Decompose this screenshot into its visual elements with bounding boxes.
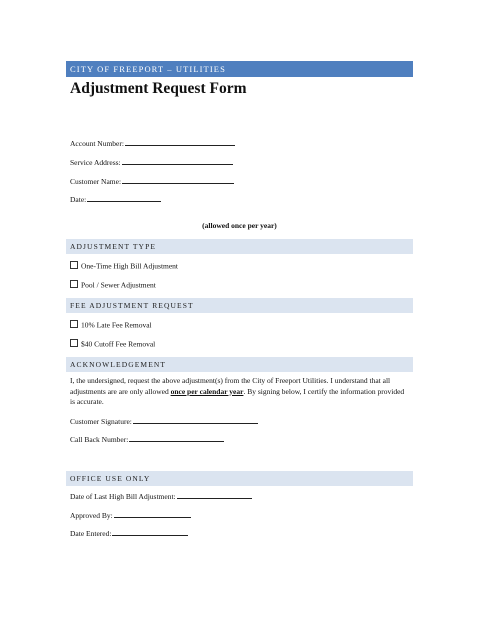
account-number-blank[interactable] — [125, 138, 235, 146]
customer-name-blank[interactable] — [122, 176, 234, 184]
high-bill-label: One-Time High Bill Adjustment — [81, 261, 179, 271]
frequency-note: (allowed once per year) — [202, 221, 277, 230]
ack-text-start: I, the undersigned, request the above adjustment(s) from the City of Freeport Utilities. I understand that all adjustments are are only allowed — [70, 376, 391, 396]
form-title: Adjustment Request Form — [70, 80, 247, 97]
account-number-field[interactable] — [70, 138, 235, 149]
date-blank[interactable] — [87, 194, 161, 202]
cutoff-fee-label: $40 Cutoff Fee Removal — [81, 339, 156, 349]
account-number-label: Account Number: — [70, 139, 124, 148]
date-field[interactable] — [70, 194, 161, 205]
customer-signature-field[interactable] — [70, 416, 258, 427]
pool-sewer-label: Pool / Sewer Adjustment — [81, 280, 156, 290]
customer-signature-label: Customer Signature: — [70, 417, 132, 426]
date-label: Date: — [70, 195, 87, 204]
cutoff-fee-checkbox[interactable] — [70, 339, 78, 347]
fee-adjustment-heading: FEE ADJUSTMENT REQUEST — [66, 298, 413, 313]
last-adjustment-date-label: Date of Last High Bill Adjustment: — [70, 492, 176, 501]
ack-text-end: . By signing below, I certify the information provided is accurate. — [70, 386, 405, 406]
service-address-field[interactable] — [70, 157, 233, 168]
header-banner: CITY OF FREEPORT – UTILITIES — [66, 61, 413, 77]
date-entered-blank[interactable] — [112, 528, 188, 536]
high-bill-checkbox[interactable] — [70, 261, 78, 269]
last-adjustment-date-field[interactable] — [70, 491, 252, 502]
customer-signature-blank[interactable] — [133, 416, 258, 424]
call-back-number-field[interactable] — [70, 434, 224, 445]
approved-by-blank[interactable] — [114, 510, 191, 518]
call-back-number-label: Call Back Number: — [70, 435, 129, 444]
late-fee-checkbox[interactable] — [70, 320, 78, 328]
service-address-blank[interactable] — [122, 157, 233, 165]
date-entered-label: Date Entered: — [70, 529, 112, 538]
option-pool-sewer[interactable] — [70, 280, 156, 291]
call-back-number-blank[interactable] — [129, 434, 224, 442]
last-adjustment-date-blank[interactable] — [177, 491, 252, 499]
option-late-fee[interactable] — [70, 320, 152, 331]
office-use-heading: OFFICE USE ONLY — [66, 471, 413, 486]
date-entered-field[interactable] — [70, 528, 188, 539]
late-fee-label: 10% Late Fee Removal — [81, 320, 152, 330]
customer-name-field[interactable] — [70, 176, 234, 187]
customer-name-label: Customer Name: — [70, 177, 122, 186]
adjustment-type-heading: ADJUSTMENT TYPE — [66, 239, 413, 254]
acknowledgement-heading: ACKNOWLEDGEMENT — [66, 357, 413, 372]
pool-sewer-checkbox[interactable] — [70, 280, 78, 288]
ack-emphasis: once per calendar year — [170, 386, 244, 396]
service-address-label: Service Address: — [70, 158, 121, 167]
option-cutoff-fee[interactable] — [70, 339, 155, 350]
approved-by-field[interactable] — [70, 510, 191, 521]
approved-by-label: Approved By: — [70, 511, 113, 520]
option-high-bill[interactable] — [70, 261, 178, 272]
acknowledgement-text — [70, 376, 410, 408]
